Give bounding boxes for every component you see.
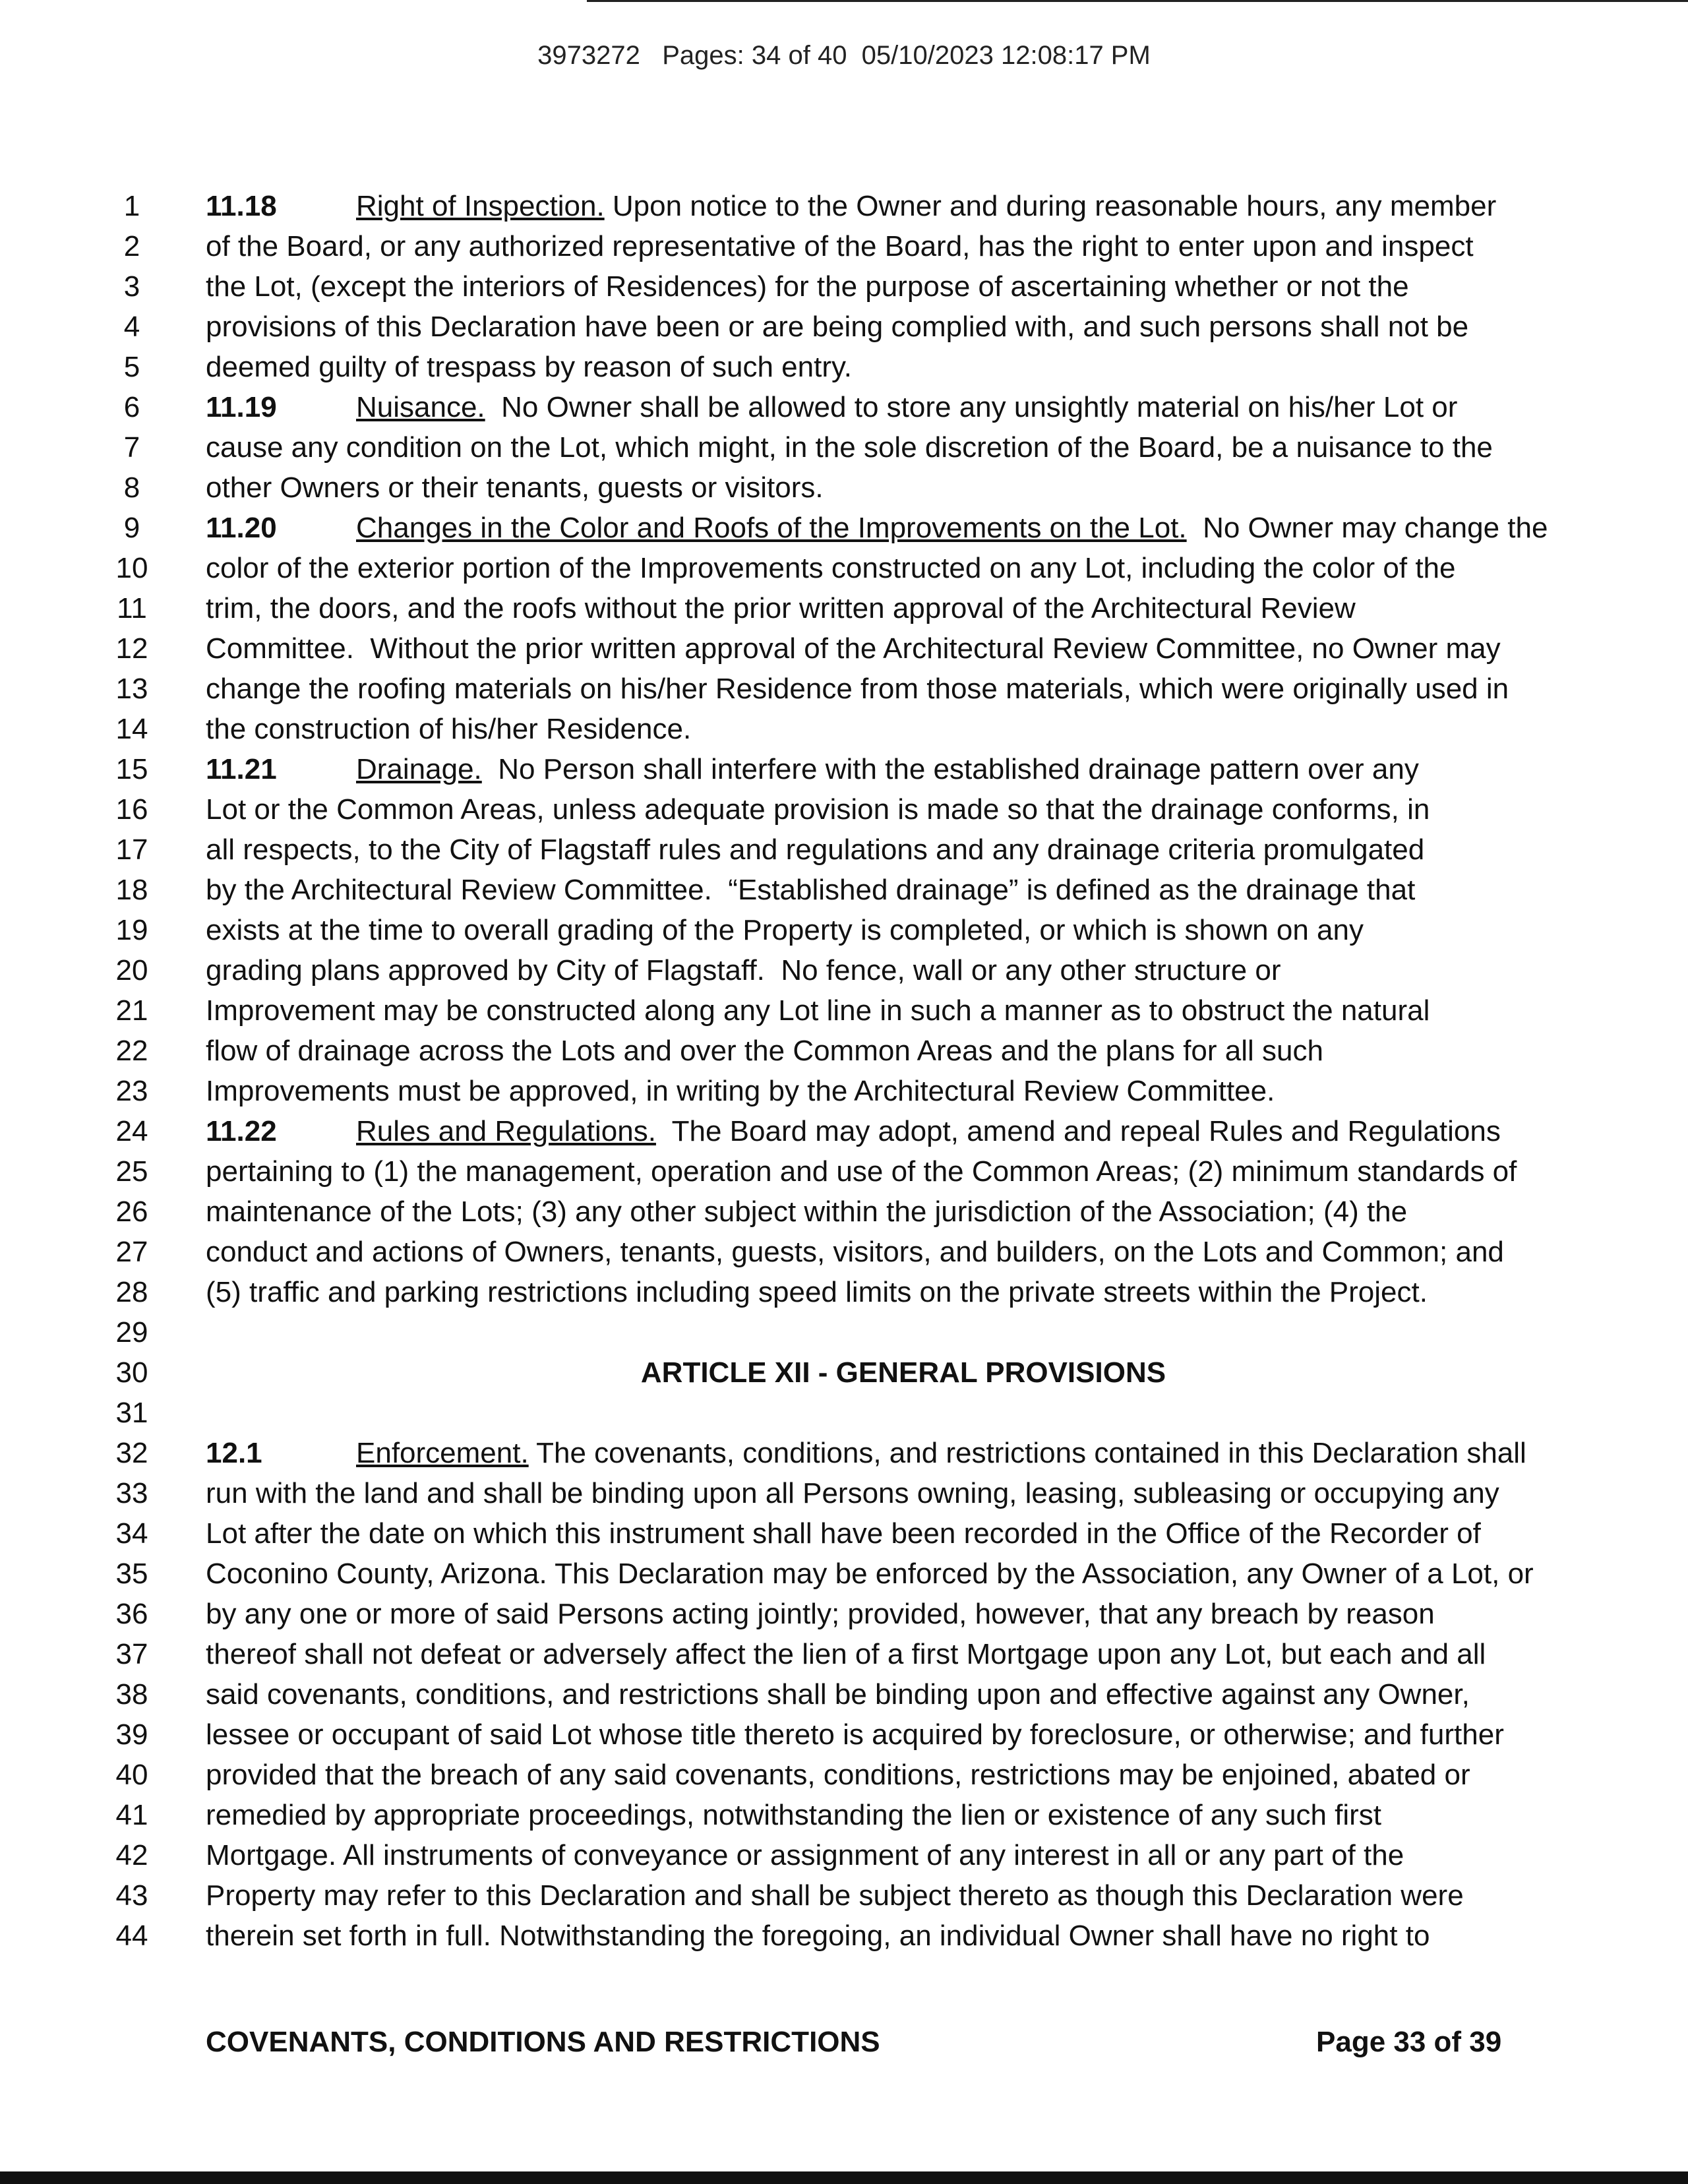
document-line bbox=[0, 1513, 1688, 1554]
line-text bbox=[206, 950, 1281, 990]
line-number: 15 bbox=[115, 753, 148, 785]
line-body-text: The Board may adopt, amend and repeal Rules and Regulations bbox=[655, 1115, 1501, 1147]
line-number: 6 bbox=[123, 391, 140, 423]
line-text bbox=[206, 588, 1356, 628]
document-line bbox=[0, 427, 1688, 468]
section-number: 11.20 bbox=[206, 512, 277, 544]
section-number: 11.22 bbox=[206, 1115, 277, 1147]
line-text bbox=[206, 1916, 1430, 1956]
document-line bbox=[0, 1393, 1688, 1433]
line-number: 35 bbox=[115, 1558, 148, 1590]
line-text bbox=[206, 226, 1474, 266]
document-line bbox=[0, 1674, 1688, 1714]
line-body-text: by the Architectural Review Committee. “Established drainage” is defined as the drainage that bbox=[206, 874, 1416, 906]
section-number: 11.18 bbox=[206, 190, 277, 222]
article-heading: ARTICLE XII - GENERAL PROVISIONS bbox=[640, 1356, 1166, 1389]
document-line bbox=[0, 789, 1688, 830]
document-line bbox=[0, 1151, 1688, 1192]
line-body-text: of the Board, or any authorized representative of the Board, has the right to enter upon and inspect bbox=[206, 230, 1474, 262]
document-line bbox=[0, 830, 1688, 870]
line-number: 42 bbox=[115, 1839, 148, 1871]
footer-document-title: COVENANTS, CONDITIONS AND RESTRICTIONS bbox=[206, 2026, 880, 2058]
document-line bbox=[0, 628, 1688, 669]
line-text bbox=[206, 789, 1430, 830]
document-line bbox=[0, 749, 1688, 789]
line-body-text: the construction of his/her Residence. bbox=[206, 713, 692, 745]
line-number: 43 bbox=[115, 1879, 148, 1912]
line-number: 31 bbox=[115, 1397, 148, 1429]
line-number: 18 bbox=[115, 874, 148, 906]
line-text bbox=[206, 709, 691, 749]
line-number: 20 bbox=[115, 954, 148, 986]
line-body-text: Improvement may be constructed along any Lot line in such a manner as to obstruct the natural bbox=[206, 994, 1430, 1027]
line-body-text: run with the land and shall be binding upon all Persons owning, leasing, subleasing or occupying any bbox=[206, 1477, 1499, 1509]
line-text bbox=[206, 910, 1364, 950]
line-text bbox=[206, 749, 1419, 789]
line-number: 33 bbox=[115, 1477, 148, 1509]
line-text bbox=[206, 508, 1548, 548]
document-line bbox=[0, 870, 1688, 910]
line-body-text: Mortgage. All instruments of conveyance or assignment of any interest in all or any part of the bbox=[206, 1839, 1404, 1871]
line-text bbox=[206, 669, 1509, 709]
line-body-text: maintenance of the Lots; (3) any other subject within the jurisdiction of the Association; (4) the bbox=[206, 1196, 1408, 1228]
document-line bbox=[0, 709, 1688, 749]
line-number: 21 bbox=[115, 994, 148, 1027]
document-line bbox=[0, 1755, 1688, 1795]
line-body-text: change the roofing materials on his/her Residence from those materials, which were originally used in bbox=[206, 673, 1509, 705]
line-text bbox=[206, 1513, 1481, 1554]
line-body-text: Upon notice to the Owner and during reasonable hours, any member bbox=[604, 190, 1497, 222]
line-number: 32 bbox=[115, 1437, 148, 1469]
document-line bbox=[0, 226, 1688, 266]
line-number: 14 bbox=[115, 713, 148, 745]
line-body-text: No Owner may change the bbox=[1186, 512, 1548, 544]
section-title: Drainage. bbox=[356, 753, 482, 785]
line-body-text: lessee or occupant of said Lot whose title thereto is acquired by foreclosure, or otherwise; and further bbox=[206, 1718, 1504, 1751]
document-line bbox=[0, 1795, 1688, 1835]
line-body-text: The covenants, conditions, and restrictions contained in this Declaration shall bbox=[528, 1437, 1526, 1469]
line-number: 44 bbox=[115, 1920, 148, 1952]
line-number: 26 bbox=[115, 1196, 148, 1228]
document-line bbox=[0, 387, 1688, 427]
line-number: 10 bbox=[115, 552, 148, 584]
line-body-text: grading plans approved by City of Flagstaff. No fence, wall or any other structure or bbox=[206, 954, 1281, 986]
line-number: 40 bbox=[115, 1759, 148, 1791]
line-text bbox=[206, 990, 1430, 1031]
line-text bbox=[206, 427, 1493, 468]
line-number: 22 bbox=[115, 1035, 148, 1067]
section-number: 11.19 bbox=[206, 391, 277, 423]
line-text bbox=[206, 1755, 1470, 1795]
line-text bbox=[206, 1071, 1275, 1111]
line-text bbox=[206, 1714, 1504, 1755]
line-number: 41 bbox=[115, 1799, 148, 1831]
line-body-text: all respects, to the City of Flagstaff rules and regulations and any drainage criteria promulgated bbox=[206, 834, 1425, 866]
line-body-text: Committee. Without the prior written approval of the Architectural Review Committee, no Owner may bbox=[206, 632, 1501, 665]
line-number: 27 bbox=[115, 1236, 148, 1268]
line-body-text: color of the exterior portion of the Improvements constructed on any Lot, including the color of the bbox=[206, 552, 1456, 584]
document-line bbox=[0, 347, 1688, 387]
line-number: 8 bbox=[123, 471, 140, 504]
document-line bbox=[0, 950, 1688, 990]
line-text bbox=[206, 1674, 1470, 1714]
line-number: 38 bbox=[115, 1678, 148, 1711]
line-body-text: Lot after the date on which this instrument shall have been recorded in the Office of the Recorder of bbox=[206, 1517, 1481, 1550]
line-body-text: No Owner shall be allowed to store any unsightly material on his/her Lot or bbox=[485, 391, 1458, 423]
document-line bbox=[0, 1111, 1688, 1151]
document-line bbox=[0, 1594, 1688, 1634]
line-text bbox=[206, 1272, 1428, 1312]
line-text bbox=[206, 1795, 1381, 1835]
section-number: 11.21 bbox=[206, 753, 277, 785]
document-line bbox=[0, 1714, 1688, 1755]
line-text bbox=[206, 830, 1424, 870]
section-title: Enforcement. bbox=[356, 1437, 529, 1469]
section-title: Rules and Regulations. bbox=[356, 1115, 656, 1147]
line-text bbox=[206, 1031, 1323, 1071]
line-body-text: provided that the breach of any said covenants, conditions, restrictions may be enjoined, abated or bbox=[206, 1759, 1470, 1791]
document-line bbox=[0, 1875, 1688, 1916]
document-line bbox=[0, 1272, 1688, 1312]
document-line bbox=[0, 508, 1688, 548]
footer-page-number: Page 33 of 39 bbox=[1316, 2026, 1502, 2058]
document-line bbox=[0, 1031, 1688, 1071]
line-body-text: flow of drainage across the Lots and over the Common Areas and the plans for all such bbox=[206, 1035, 1323, 1067]
line-number: 5 bbox=[123, 351, 140, 383]
document-line bbox=[0, 186, 1688, 226]
line-text bbox=[206, 1594, 1435, 1634]
line-number: 19 bbox=[115, 914, 148, 946]
line-number: 17 bbox=[115, 834, 148, 866]
line-body-text: deemed guilty of trespass by reason of such entry. bbox=[206, 351, 852, 383]
line-body-text: (5) traffic and parking restrictions including speed limits on the private streets within the Project. bbox=[206, 1276, 1428, 1308]
top-border-line bbox=[587, 0, 1688, 2]
line-number: 9 bbox=[123, 512, 140, 544]
document-line bbox=[0, 990, 1688, 1031]
line-body-text: pertaining to (1) the management, operation and use of the Common Areas; (2) minimum standards of bbox=[206, 1155, 1517, 1188]
line-body-text: by any one or more of said Persons acting jointly; provided, however, that any breach by reason bbox=[206, 1598, 1435, 1630]
document-line bbox=[0, 910, 1688, 950]
line-number: 1 bbox=[123, 190, 140, 222]
document-body bbox=[0, 186, 1688, 1956]
document-line bbox=[0, 548, 1688, 588]
line-number: 25 bbox=[115, 1155, 148, 1188]
document-line bbox=[0, 468, 1688, 508]
document-line bbox=[0, 1916, 1688, 1956]
line-number: 3 bbox=[123, 270, 140, 303]
line-body-text: Property may refer to this Declaration and shall be subject thereto as though this Declaration were bbox=[206, 1879, 1464, 1912]
line-body-text: exists at the time to overall grading of the Property is completed, or which is shown on any bbox=[206, 914, 1364, 946]
document-line bbox=[0, 307, 1688, 347]
line-text bbox=[206, 266, 1409, 307]
line-number: 7 bbox=[123, 431, 140, 464]
line-text bbox=[206, 1634, 1486, 1674]
document-line bbox=[0, 1232, 1688, 1272]
line-text bbox=[206, 186, 1496, 226]
line-text bbox=[206, 1433, 1526, 1473]
line-body-text: provisions of this Declaration have been or are being complied with, and such persons shall not be bbox=[206, 311, 1469, 343]
article-heading-line bbox=[0, 1352, 1688, 1393]
line-text bbox=[206, 1111, 1501, 1151]
line-number: 37 bbox=[115, 1638, 148, 1670]
line-body-text: thereof shall not defeat or adversely affect the lien of a first Mortgage upon any Lot, but each and all bbox=[206, 1638, 1486, 1670]
document-line bbox=[0, 1634, 1688, 1674]
document-line bbox=[0, 1473, 1688, 1513]
line-number: 29 bbox=[115, 1316, 148, 1349]
document-line bbox=[0, 669, 1688, 709]
bottom-border-line bbox=[0, 2171, 1688, 2184]
recording-header: 3973272 Pages: 34 of 40 05/10/2023 12:08:17 PM bbox=[537, 41, 1151, 70]
line-text bbox=[206, 387, 1457, 427]
line-number: 39 bbox=[115, 1718, 148, 1751]
line-body-text: trim, the doors, and the roofs without the prior written approval of the Architectural Review bbox=[206, 592, 1356, 624]
line-text bbox=[206, 468, 824, 508]
document-line bbox=[0, 1071, 1688, 1111]
line-body-text: cause any condition on the Lot, which might, in the sole discretion of the Board, be a nuisance to the bbox=[206, 431, 1493, 464]
line-number: 11 bbox=[117, 592, 147, 624]
line-text bbox=[206, 870, 1415, 910]
line-text bbox=[206, 1151, 1517, 1192]
document-line bbox=[0, 1433, 1688, 1473]
line-text bbox=[206, 628, 1501, 669]
line-number: 24 bbox=[115, 1115, 148, 1147]
line-number: 2 bbox=[123, 230, 140, 262]
line-text bbox=[206, 347, 852, 387]
section-title: Changes in the Color and Roofs of the Improvements on the Lot. bbox=[356, 512, 1187, 544]
line-number: 13 bbox=[115, 673, 148, 705]
line-number: 16 bbox=[115, 793, 148, 826]
document-line bbox=[0, 1554, 1688, 1594]
line-body-text: Improvements must be approved, in writing by the Architectural Review Committee. bbox=[206, 1075, 1275, 1107]
line-text bbox=[206, 548, 1456, 588]
line-number: 30 bbox=[115, 1356, 148, 1389]
line-number: 12 bbox=[115, 632, 148, 665]
line-text bbox=[206, 1875, 1464, 1916]
line-body-text: Lot or the Common Areas, unless adequate provision is made so that the drainage conforms, in bbox=[206, 793, 1430, 826]
line-text bbox=[206, 1192, 1407, 1232]
line-body-text: conduct and actions of Owners, tenants, guests, visitors, and builders, on the Lots and Common; and bbox=[206, 1236, 1504, 1268]
line-body-text: No Person shall interfere with the established drainage pattern over any bbox=[481, 753, 1419, 785]
line-body-text: said covenants, conditions, and restrictions shall be binding upon and effective against any Owner, bbox=[206, 1678, 1470, 1711]
line-number: 4 bbox=[123, 311, 140, 343]
document-line bbox=[0, 588, 1688, 628]
line-number: 34 bbox=[115, 1517, 148, 1550]
line-body-text: other Owners or their tenants, guests or visitors. bbox=[206, 471, 824, 504]
line-text bbox=[206, 1554, 1534, 1594]
line-number: 28 bbox=[115, 1276, 148, 1308]
line-text bbox=[206, 1473, 1499, 1513]
document-line bbox=[0, 266, 1688, 307]
document-line bbox=[0, 1192, 1688, 1232]
line-text bbox=[206, 1835, 1404, 1875]
section-title: Nuisance. bbox=[356, 391, 485, 423]
section-title: Right of Inspection. bbox=[356, 190, 605, 222]
line-text bbox=[206, 307, 1468, 347]
line-body-text: remedied by appropriate proceedings, notwithstanding the lien or existence of any such first bbox=[206, 1799, 1382, 1831]
section-number: 12.1 bbox=[206, 1437, 262, 1469]
line-text bbox=[206, 1232, 1504, 1272]
line-number: 23 bbox=[115, 1075, 148, 1107]
document-line bbox=[0, 1835, 1688, 1875]
line-body-text: the Lot, (except the interiors of Residences) for the purpose of ascertaining whether or not the bbox=[206, 270, 1409, 303]
document-line bbox=[0, 1312, 1688, 1352]
line-number: 36 bbox=[115, 1598, 148, 1630]
line-body-text: therein set forth in full. Notwithstanding the foregoing, an individual Owner shall have no right to bbox=[206, 1920, 1430, 1952]
line-body-text: Coconino County, Arizona. This Declaration may be enforced by the Association, any Owner of a Lot, or bbox=[206, 1558, 1534, 1590]
